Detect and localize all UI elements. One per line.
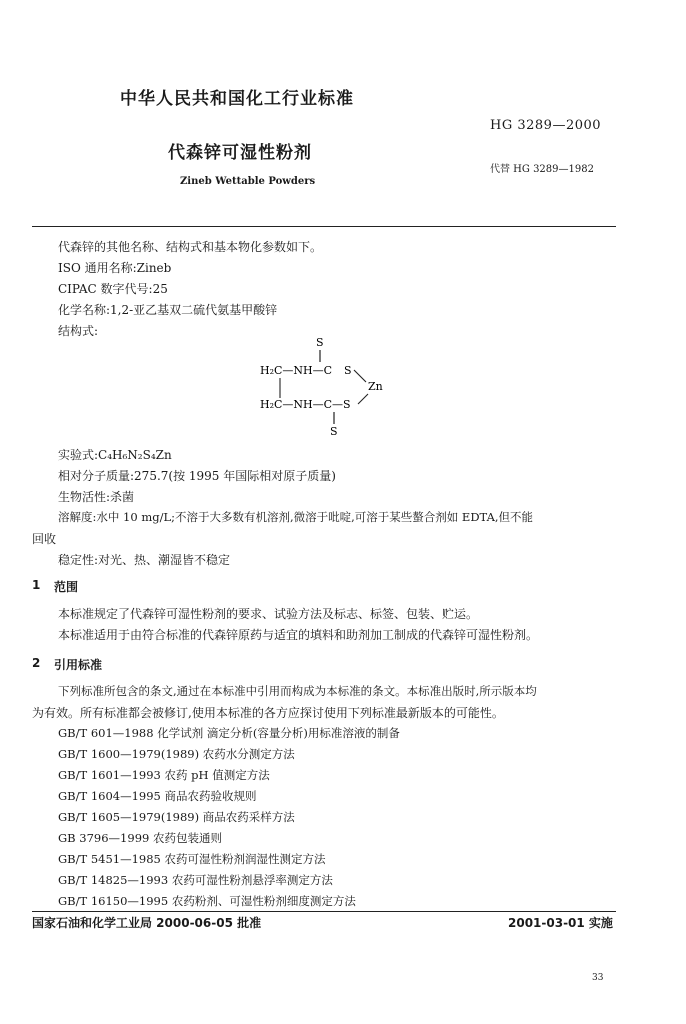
standard-number: HG 3289—2000: [490, 118, 602, 133]
reference-item: GB/T 14825—1993 农药可湿性粉剂悬浮率测定方法: [58, 873, 333, 887]
reference-item: GB/T 5451—1985 农药可湿性粉剂润湿性测定方法: [58, 852, 326, 866]
section-2-heading: 引用标准: [54, 658, 103, 672]
replaces-standard: 代替 HG 3289—1982: [490, 164, 594, 175]
iso-common-name: ISO 通用名称:Zineb: [58, 261, 172, 275]
references-paragraph-1: 下列标准所包含的条文,通过在本标准中引用而构成为本标准的条文。本标准出版时,所示版本均: [58, 684, 537, 698]
reference-item: GB 3796—1999 农药包装通则: [58, 831, 222, 845]
reference-item: GB/T 1604—1995 商品农药验收规则: [58, 789, 257, 803]
formula-zn: Zn: [368, 380, 383, 393]
section-1-number: 1: [32, 578, 41, 592]
section-2-number: 2: [32, 656, 41, 670]
formula-s-right-top: S: [344, 364, 352, 377]
reference-item: GB/T 1601—1993 农药 pH 值测定方法: [58, 768, 270, 782]
biological-activity: 生物活性:杀菌: [58, 490, 135, 504]
references-paragraph-2: 为有效。所有标准都会被修订,使用本标准的各方应探讨使用下列标准最新版本的可能性。: [32, 706, 504, 720]
scope-paragraph-2: 本标准适用于由符合标准的代森锌原药与适宜的填料和助剂加工制成的代森锌可湿性粉剂。: [58, 628, 539, 642]
reference-item: GB/T 1600—1979(1989) 农药水分测定方法: [58, 747, 295, 761]
implementation-date: 2001-03-01 实施: [508, 916, 613, 930]
issuing-body-title: 中华人民共和国化工行业标准: [120, 89, 354, 109]
scope-paragraph-1: 本标准规定了代森锌可湿性粉剂的要求、试验方法及标志、标签、包装、贮运。: [58, 607, 479, 621]
reference-item: GB/T 601—1988 化学试剂 滴定分析(容量分析)用标准溶液的制备: [58, 726, 400, 740]
empirical-formula: 实验式:C₄H₆N₂S₄Zn: [58, 448, 172, 462]
footer-rule: [32, 911, 616, 912]
document-title: 代森锌可湿性粉剂: [168, 143, 312, 163]
section-1-heading: 范围: [54, 580, 79, 594]
solubility: 溶解度:水中 10 mg/L;不溶于大多数有机溶剂,微溶于吡啶,可溶于某些螯合剂如 EDTA,但不能: [58, 510, 534, 524]
formula-s-bottom: S: [330, 425, 338, 438]
chemical-name: 化学名称:1,2-亚乙基双二硫代氨基甲酸锌: [58, 303, 278, 317]
reference-item: GB/T 16150—1995 农药粉剂、可湿性粉剂细度测定方法: [58, 894, 356, 908]
approval-line: 国家石油和化学工业局 2000-06-05 批准: [32, 916, 262, 930]
page-number: 33: [592, 973, 604, 983]
bond-s-zn-top: [354, 370, 366, 382]
bond-s-zn-bottom: [358, 394, 368, 404]
solubility-continued: 回收: [32, 532, 57, 546]
structural-formula: [250, 334, 410, 438]
structure-label: 结构式:: [58, 324, 99, 338]
english-title: Zineb Wettable Powders: [180, 176, 316, 187]
stability: 稳定性:对光、热、潮湿皆不稳定: [58, 553, 231, 567]
formula-top-chain: H₂C—NH—C: [260, 364, 333, 377]
relative-molecular-mass: 相对分子质量:275.7(按 1995 年国际相对原子质量): [58, 469, 336, 483]
cipac-code: CIPAC 数字代号:25: [58, 282, 168, 296]
header-rule: [32, 226, 616, 227]
reference-item: GB/T 1605—1979(1989) 商品农药采样方法: [58, 810, 295, 824]
formula-bottom-chain: H₂C—NH—C—S: [260, 398, 351, 411]
formula-s-top: S: [316, 336, 324, 349]
intro-line: 代森锌的其他名称、结构式和基本物化参数如下。: [58, 240, 323, 254]
